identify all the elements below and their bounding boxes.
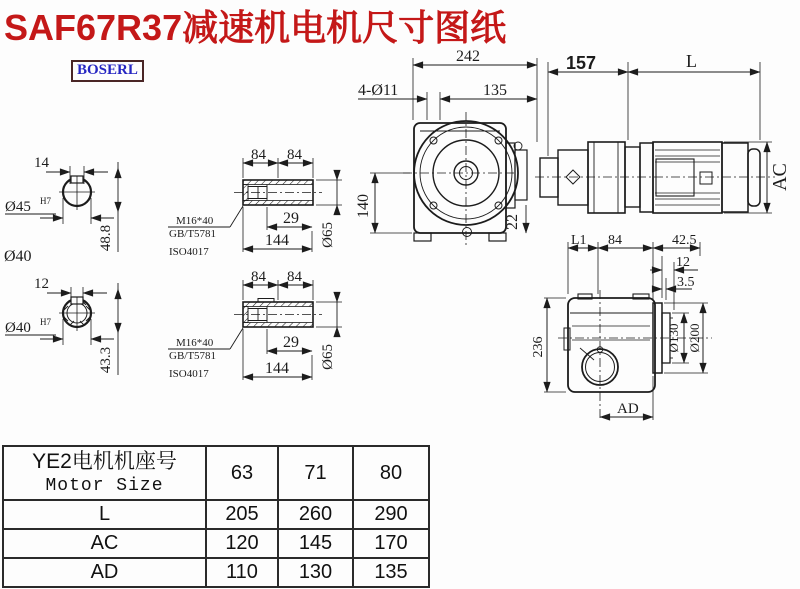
dim-157: 157	[566, 53, 597, 73]
dim-22: 22	[504, 214, 521, 230]
dim-keyway-width-b: 12	[34, 276, 49, 292]
dim-144-b: 144	[265, 360, 289, 377]
gearbox-front-view	[355, 48, 537, 247]
size-71: 71	[278, 446, 353, 500]
table-row-AD	[3, 558, 429, 587]
header-cn: YE2电机机座号	[32, 449, 177, 473]
dim-keyway-depth-a: 48.8	[98, 224, 114, 252]
dim-bore-a: Ø45	[5, 199, 31, 215]
table-header-motor-size	[3, 446, 206, 500]
brand-logo: BOSERL	[71, 60, 144, 82]
callout-bolt-a2: GB/T5781	[169, 228, 217, 240]
dim-84b: 84	[287, 147, 302, 163]
table-row-AC	[3, 529, 429, 558]
cell-value: 120	[206, 529, 278, 558]
dim-144: 144	[265, 232, 289, 249]
cell-value: 290	[353, 500, 429, 529]
dim-AD: AD	[617, 401, 639, 417]
dim-29-b: 29	[283, 334, 299, 351]
dim-motor-length-L: L	[686, 51, 697, 71]
callout-bolt-b2: GB/T5781	[169, 350, 217, 362]
dim-bore-a-tolerance: H7	[40, 196, 51, 206]
dim-236: 236	[531, 336, 546, 358]
dim-29: 29	[283, 210, 299, 227]
cell-value: 145	[278, 529, 353, 558]
cell-value: 260	[278, 500, 353, 529]
dim-84-side: 84	[608, 233, 622, 248]
dim-140: 140	[355, 194, 372, 218]
dim-motor-dia-AC: AC	[769, 163, 791, 191]
dim-135: 135	[483, 82, 507, 99]
dim-keyway-width-a: 14	[34, 155, 49, 171]
dim-12-side: 12	[676, 255, 690, 270]
dim-dia-130: Ø130	[666, 323, 681, 353]
dim-84a: 84	[251, 147, 266, 163]
table-row-L	[3, 500, 429, 529]
row-label: AC	[3, 529, 206, 558]
dim-mount-holes: 4-Ø11	[358, 82, 399, 99]
page-title: SAF67R37减速机电机尺寸图纸	[4, 7, 507, 48]
callout-bolt-b1: M16*40	[176, 337, 214, 349]
shaft-section-view-b	[5, 276, 118, 375]
dim-keyway-depth-b: 43.3	[98, 346, 114, 374]
cell-value: 130	[278, 558, 353, 587]
table-header-row	[3, 446, 429, 500]
cell-value: 170	[353, 529, 429, 558]
row-label: L	[3, 500, 206, 529]
hollow-shaft-view-b	[168, 269, 342, 380]
size-80: 80	[353, 446, 429, 500]
cell-value: 110	[206, 558, 278, 587]
cell-value: 205	[206, 500, 278, 529]
header-en: Motor Size	[45, 475, 164, 496]
hollow-shaft-view-a	[168, 147, 342, 258]
dim-bore-b-tolerance: H7	[40, 317, 51, 327]
gearbox-output-side-view	[531, 233, 712, 420]
dim-dia-200: Ø200	[687, 323, 702, 353]
callout-bolt-a3: ISO4017	[169, 246, 209, 258]
dim-242: 242	[456, 48, 480, 65]
dim-bore-b: Ø40	[5, 320, 31, 336]
callout-bolt-a1: M16*40	[176, 215, 214, 227]
row-label: AD	[3, 558, 206, 587]
dim-dia65-a: Ø65	[320, 222, 336, 248]
dim-3-5: 3.5	[677, 275, 695, 290]
dim-dia65-b: Ø65	[320, 344, 336, 370]
dim-84b-b: 84	[287, 269, 302, 285]
dim-L1: L1	[571, 233, 587, 248]
dim-84a-b: 84	[251, 269, 266, 285]
shaft-section-view-a	[4, 155, 118, 265]
motor-size-table	[2, 445, 430, 588]
gearbox-motor-side-view	[535, 51, 791, 213]
label-outer-dia: Ø40	[4, 248, 32, 265]
cell-value: 135	[353, 558, 429, 587]
dim-42-5: 42.5	[672, 233, 697, 248]
callout-bolt-b3: ISO4017	[169, 368, 209, 380]
size-63: 63	[206, 446, 278, 500]
